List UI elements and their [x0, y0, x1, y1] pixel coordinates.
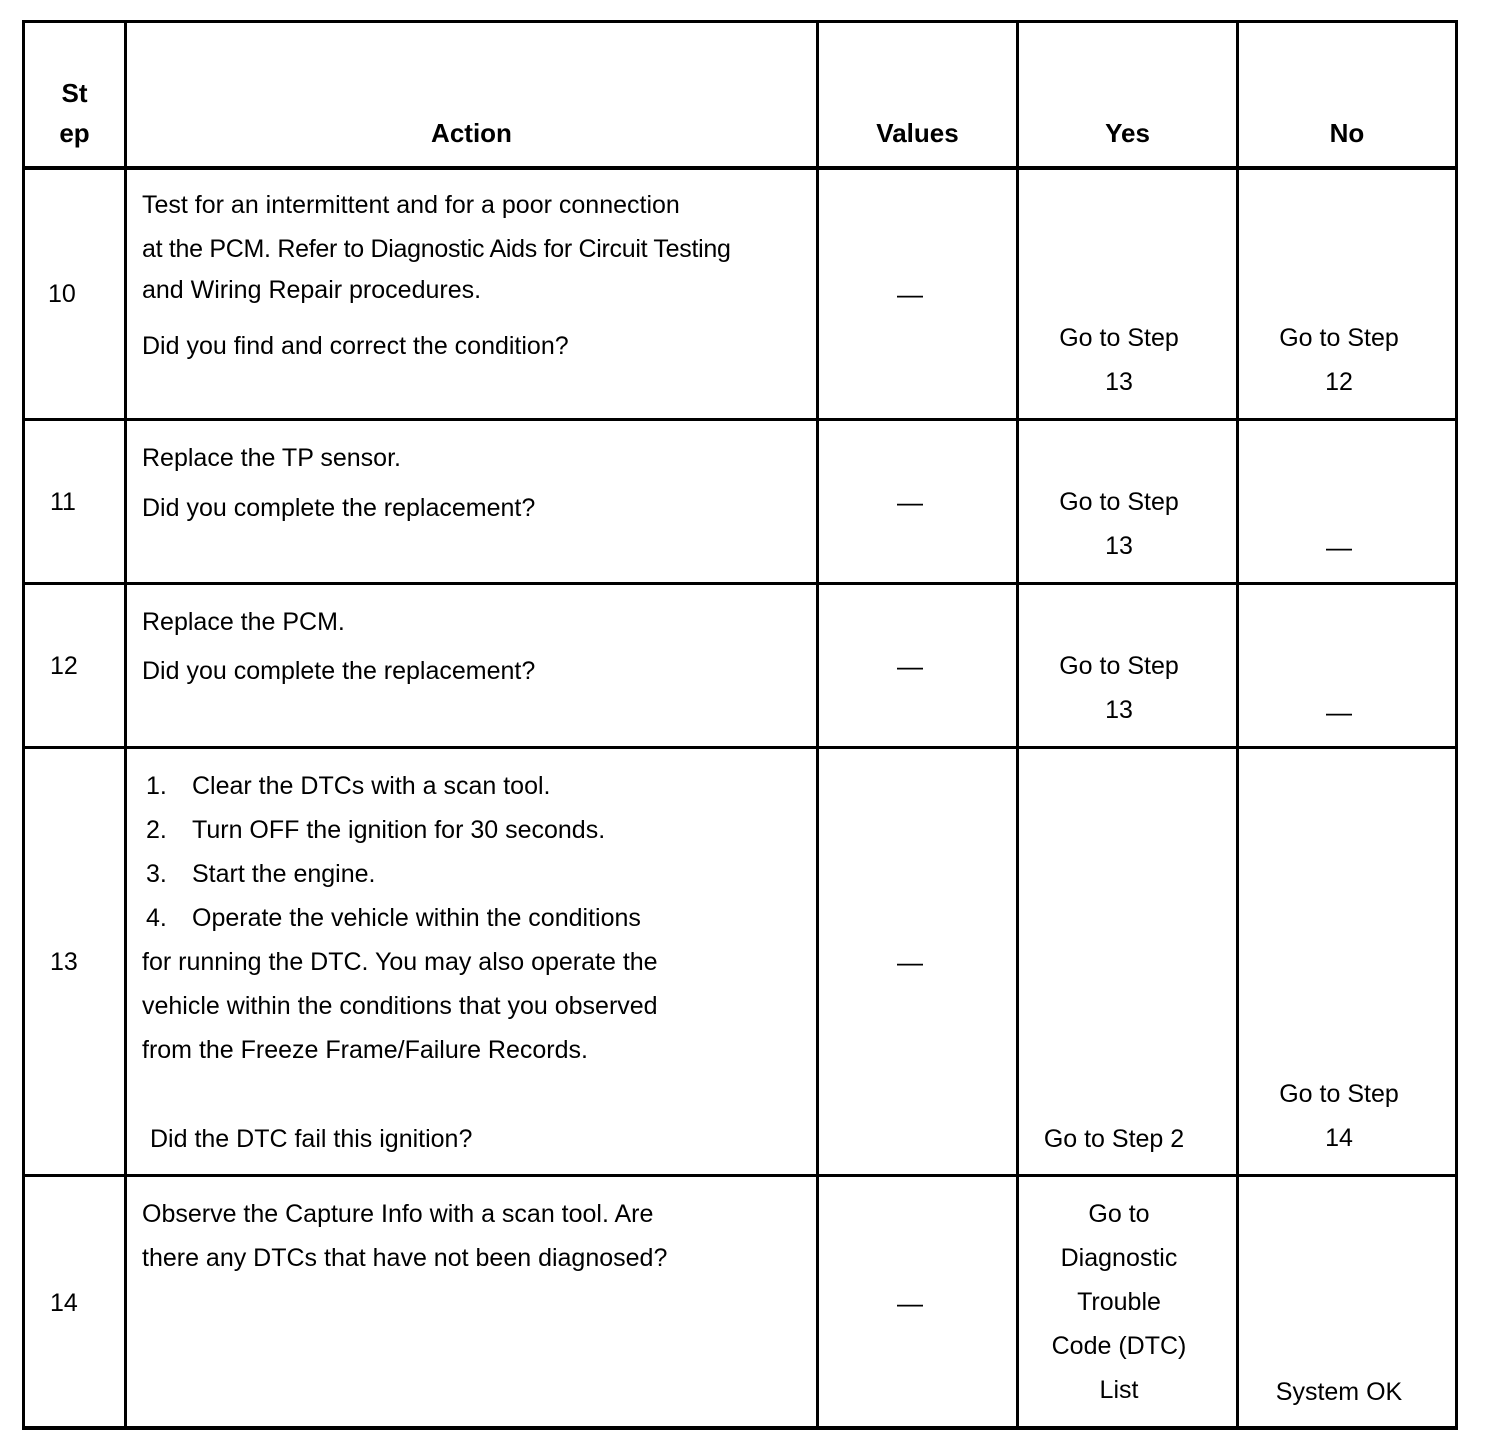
action-question: Did you complete the replacement?	[142, 657, 536, 685]
step-number: 10	[48, 280, 76, 308]
action-text	[142, 1192, 812, 1280]
action-line: Replace the PCM.	[142, 608, 345, 636]
numbered-item	[142, 808, 812, 852]
action-line: for running the DTC. You may also operate the	[142, 948, 658, 976]
yes-cell	[1019, 480, 1219, 568]
header-values: Values	[876, 118, 959, 148]
action-line: and Wiring Repair procedures.	[142, 276, 482, 304]
values-cell: —	[897, 651, 923, 681]
no-cell: System OK	[1275, 1378, 1403, 1406]
yes-cell	[1019, 1192, 1219, 1412]
no-cell	[1239, 316, 1439, 404]
item-number: 2.	[146, 816, 167, 844]
item-number: 4.	[146, 904, 167, 932]
yes-line: Go to Step	[1059, 652, 1179, 680]
values-cell: —	[897, 279, 923, 309]
yes-line: Code (DTC)	[1051, 1332, 1187, 1360]
no-cell	[1239, 1072, 1439, 1160]
numbered-item	[142, 896, 812, 940]
header-step-line: St	[61, 78, 88, 108]
yes-line: Go to Step	[1059, 324, 1179, 352]
step-number: 14	[50, 1289, 78, 1317]
step-number: 13	[50, 948, 78, 976]
row-divider	[22, 1174, 1458, 1177]
header-action: Action	[431, 118, 512, 148]
numbered-item	[142, 852, 812, 896]
action-line: Test for an intermittent and for a poor connection	[142, 191, 680, 219]
yes-cell: Go to Step 2	[1043, 1125, 1185, 1153]
action-line: Replace the TP sensor.	[142, 444, 401, 472]
table-border-bottom	[22, 1426, 1458, 1430]
no-cell: —	[1326, 532, 1352, 562]
header-yes: Yes	[1105, 118, 1150, 148]
header-step-line: ep	[59, 118, 90, 148]
action-question: Did you complete the replacement?	[142, 494, 536, 522]
item-text: Turn OFF the ignition for 30 seconds.	[192, 816, 606, 844]
action-line: Observe the Capture Info with a scan tool. Are	[142, 1200, 654, 1228]
no-line: Go to Step	[1279, 1080, 1399, 1108]
action-question: Did you find and correct the condition?	[142, 332, 569, 360]
yes-line: List	[1099, 1376, 1139, 1404]
yes-line: 13	[1105, 368, 1133, 396]
yes-cell	[1019, 644, 1219, 732]
yes-line: Diagnostic	[1060, 1244, 1178, 1272]
item-text: Clear the DTCs with a scan tool.	[192, 772, 551, 800]
table-border-right	[1455, 20, 1458, 1430]
step-number: 12	[50, 652, 78, 680]
table-border-left	[22, 20, 25, 1430]
numbered-item	[142, 764, 812, 808]
column-divider	[816, 20, 819, 1430]
no-line: 12	[1325, 368, 1353, 396]
action-text	[142, 183, 812, 309]
item-number: 1.	[146, 772, 167, 800]
no-line: 14	[1325, 1124, 1353, 1152]
values-cell: —	[897, 1288, 923, 1318]
header-divider	[22, 166, 1458, 170]
item-text: Start the engine.	[192, 860, 376, 888]
row-divider	[22, 418, 1458, 421]
step-number: 11	[50, 488, 76, 516]
action-text	[142, 764, 812, 1072]
table-border-top	[22, 20, 1458, 23]
yes-line: 13	[1105, 696, 1133, 724]
yes-line: 13	[1105, 532, 1133, 560]
no-cell: —	[1326, 697, 1352, 727]
action-line: there any DTCs that have not been diagnosed?	[142, 1244, 668, 1272]
no-line: Go to Step	[1279, 324, 1399, 352]
action-line: from the Freeze Frame/Failure Records.	[142, 1036, 588, 1064]
action-line: at the PCM. Refer to Diagnostic Aids for Circuit Testing	[142, 235, 731, 263]
action-question: Did the DTC fail this ignition?	[150, 1125, 473, 1153]
values-cell: —	[897, 487, 923, 517]
row-divider	[22, 746, 1458, 749]
yes-line: Go to	[1088, 1200, 1150, 1228]
header-no: No	[1329, 118, 1365, 148]
row-divider	[22, 582, 1458, 585]
header-step	[25, 73, 124, 153]
yes-line: Trouble	[1077, 1288, 1161, 1316]
action-line: vehicle within the conditions that you observed	[142, 992, 658, 1020]
yes-cell	[1019, 316, 1219, 404]
diagnostic-table	[22, 20, 1458, 1430]
item-text: Operate the vehicle within the conditions	[192, 904, 641, 932]
action-text	[142, 436, 812, 480]
yes-line: Go to Step	[1059, 488, 1179, 516]
action-text	[142, 600, 812, 644]
values-cell: —	[897, 947, 923, 977]
column-divider	[124, 20, 127, 1430]
item-number: 3.	[146, 860, 167, 888]
